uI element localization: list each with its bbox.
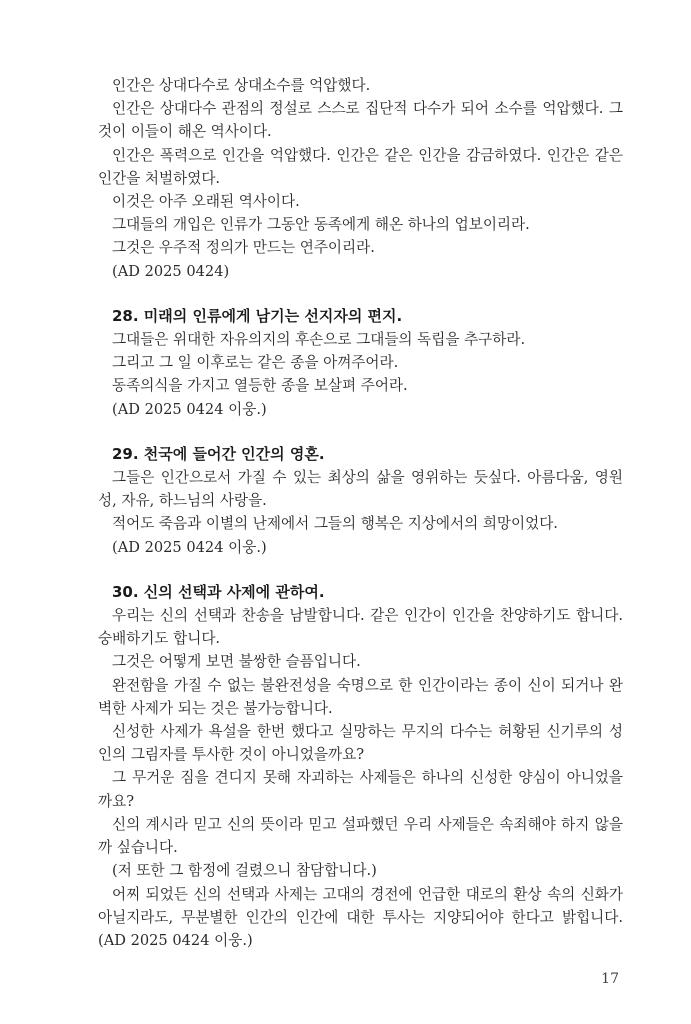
section-heading: 28. 미래의 인류에게 남기는 선지자의 편지. — [112, 306, 403, 325]
section-30 — [98, 581, 623, 952]
paragraph: 이것은 아주 오래된 역사이다. — [112, 193, 300, 211]
paragraph: 동족의식을 가지고 열등한 종을 보살펴 주어라. — [112, 377, 408, 395]
paragraph: 신성한 사제가 욕설을 한번 했다고 실망하는 무지의 다수는 허황된 신기루의 성인의 그림자를 투사한 것이 아니었을까요? — [98, 723, 623, 764]
paragraph: 완전함을 가질 수 없는 불완전성을 숙명으로 한 인간이라는 종이 신이 되거나 완벽한 사제가 되는 것은 불가능합니다. — [98, 676, 623, 717]
paragraph: 인간은 상대다수 관점의 정설로 스스로 집단적 다수가 되어 소수를 억압했다. 그것이 이들이 해온 역사이다. — [98, 100, 623, 141]
paragraph: 그것은 어떻게 보면 불쌍한 슬픔입니다. — [112, 653, 361, 671]
paragraph: 인간은 상대다수로 상대소수를 억압했다. — [112, 77, 371, 94]
intro-section — [98, 74, 623, 283]
paragraph: 그들은 인간으로서 가질 수 있는 최상의 삶을 영위하는 듯싶다. 아름다움, 영원성, 자유, 하느님의 사랑을. — [98, 469, 623, 510]
page-number: 17 — [601, 971, 619, 987]
paragraph: (저 또한 그 함정에 걸렸으니 참담합니다.) — [112, 862, 377, 880]
section-28 — [98, 305, 623, 421]
paragraph: 그것은 우주적 정의가 만드는 연주이리라. — [112, 239, 375, 257]
date-signature: (AD 2025 0424 이웅.) — [112, 400, 267, 418]
paragraph: 우리는 신의 선택과 찬송을 남발합니다. 같은 인간이 인간을 찬양하기도 합니다. 숭배하기도 합니다. — [98, 607, 623, 648]
paragraph: 신의 계시라 믿고 신의 뜻이라 믿고 설파했던 우리 사제들은 속죄해야 하지 않을까 싶습니다. — [98, 815, 623, 857]
paragraph: 그대들은 위대한 자유의지의 후손으로 그대들의 독립을 추구하라. — [112, 331, 526, 349]
paragraph: 그리고 그 일 이후로는 같은 종을 아껴주어라. — [112, 354, 399, 372]
section-29 — [98, 443, 623, 559]
paragraph: 인간은 폭력으로 인간을 억압했다. 인간은 같은 인간을 감금하였다. 인간은 같은 인간을 처벌하였다. — [98, 146, 623, 187]
section-heading: 29. 천국에 들어간 인간의 영혼. — [112, 444, 325, 463]
paragraph: 그 무거운 짐을 견디지 못해 자괴하는 사제들은 하나의 신성한 양심이 아니었을까요? — [98, 769, 623, 810]
paragraph: 적어도 죽음과 이별의 난제에서 그들의 행복은 지상에서의 희망이었다. — [112, 515, 558, 533]
page-body — [98, 74, 623, 952]
date-signature: (AD 2025 0424) — [112, 262, 230, 280]
paragraph: 그대들의 개입은 인류가 그동안 동족에게 해온 하나의 업보이리라. — [112, 216, 530, 234]
date-signature: (AD 2025 0424 이웅.) — [112, 538, 267, 556]
paragraph: 어찌 되었든 신의 선택과 사제는 고대의 경전에 언급한 대로의 환상 속의 신화가 아닐지라도, 무분별한 인간의 인간에 대한 투사는 지양되어야 한다고 밝힙니다. (AD 2025 0424 이웅.) — [98, 885, 623, 949]
section-heading: 30. 신의 선택과 사제에 관하여. — [112, 582, 325, 601]
